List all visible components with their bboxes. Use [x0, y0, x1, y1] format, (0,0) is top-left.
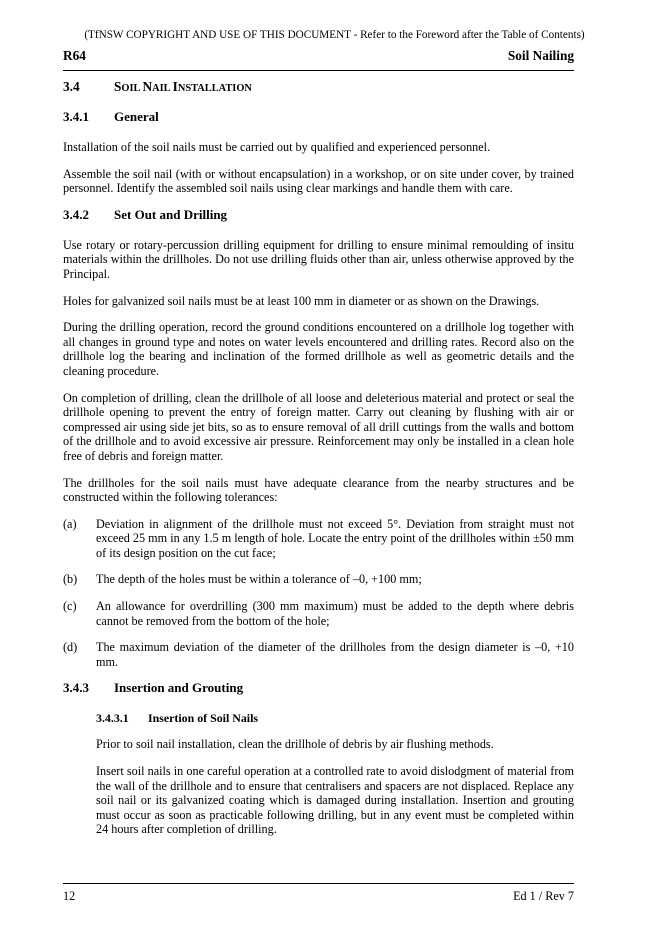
- subsection-heading-general: [63, 110, 574, 127]
- subsection-heading-insertion-grouting: [63, 681, 574, 698]
- document-title: Soil Nailing: [507, 48, 574, 63]
- list-item-label: (c): [63, 599, 77, 614]
- subsection-title: General: [114, 109, 159, 124]
- section-title: SOIL NAIL INSTALLATION: [114, 79, 252, 94]
- section-heading: [63, 80, 574, 97]
- clause-title: Insertion of Soil Nails: [148, 711, 258, 726]
- paragraph: On completion of drilling, clean the drillhole of all loose and deleterious material and protect or seal the drillhole opening to prevent the entry of foreign matter. Carry out cleaning by flushing with air or compressed air using side jet bits, so as to ensure removal of all drill cuttings from the walls and bottom of the drillhole and to avoid excessive air pressure. Reinforcement may only be installed in a clean hole free of debris and foreign matter.: [63, 390, 574, 463]
- list-item-text: The depth of the holes must be within a tolerance of –0, +100 mm;: [96, 572, 422, 587]
- paragraph: Use rotary or rotary-percussion drilling equipment for drilling to ensure minimal remoulding of insitu materials within the drillholes. Do not use drilling fluids other than air, unless otherwise approved by the Principal.: [63, 237, 574, 281]
- footer-divider: [63, 883, 574, 884]
- list-item: [63, 640, 574, 669]
- tolerance-list: [63, 517, 574, 670]
- paragraph: Holes for galvanized soil nails must be at least 100 mm in diameter or as shown on the Drawings.: [63, 293, 540, 308]
- page-number: 12: [63, 889, 76, 903]
- list-item-label: (b): [63, 572, 78, 587]
- subsection-heading-set-out-drilling: [63, 208, 574, 225]
- list-item-text: Deviation in alignment of the drillhole must not exceed 5°. Deviation from straight must not exceed 25 mm in any 1.5 m length of hole. Locate the entry point of the drillholes within ±50 mm of its design position on the cut face;: [96, 516, 574, 560]
- paragraph: The drillholes for the soil nails must have adequate clearance from the nearby structures and be constructed within the following tolerances:: [63, 475, 574, 505]
- list-item-text: The maximum deviation of the diameter of the drillholes from the design diameter is –0, +10 mm.: [96, 640, 574, 669]
- copyright-notice: (TfNSW COPYRIGHT AND USE OF THIS DOCUMENT - Refer to the Foreword after the Table of Contents): [84, 29, 585, 41]
- paragraph: During the drilling operation, record the ground conditions encountered on a drillhole log together with all changes in ground type and notes on water levels encountered and drilling rates. Record also on the drillhole log the bearing and inclination of the formed drillhole as well as geometric details and the cleaning procedure.: [63, 320, 574, 378]
- revision-label: Ed 1 / Rev 7: [513, 889, 574, 903]
- paragraph: Installation of the soil nails must be carried out by qualified and experienced personnel.: [63, 140, 491, 154]
- list-item: [63, 599, 574, 628]
- clause-number: 3.4.3.1: [96, 711, 129, 726]
- subsection-title: Insertion and Grouting: [114, 680, 244, 696]
- list-item: [63, 572, 574, 587]
- section-number: 3.4: [63, 79, 80, 94]
- list-item-label: (d): [63, 640, 78, 655]
- paragraph: Insert soil nails in one careful operation at a controlled rate to avoid dislodgment of material from the wall of the drillhole and to ensure that centralisers and spacers are not displaced. Replace any soil nail or its galvanized coating which is damaged during installation. Insertion and grouting must occur as soon as practicable following drilling, but in any event must be completed within 24 hours after completion of drilling.: [96, 764, 574, 837]
- subsection-number: 3.4.2: [63, 206, 89, 222]
- clause-heading-insertion: [96, 711, 574, 726]
- document-code: R64: [63, 48, 86, 63]
- page-body: [63, 80, 574, 849]
- subsection-title: Set Out and Drilling: [114, 206, 228, 222]
- list-item-text: An allowance for overdrilling (300 mm maximum) must be added to the depth where debris cannot be removed from the bottom of the hole;: [96, 599, 574, 628]
- paragraph: Prior to soil nail installation, clean the drillhole of debris by air flushing methods.: [96, 737, 494, 752]
- subsection-number: 3.4.3: [63, 680, 89, 696]
- header-divider: [63, 70, 574, 71]
- subsection-number: 3.4.1: [63, 109, 89, 124]
- list-item: [63, 517, 574, 561]
- list-item-label: (a): [63, 516, 77, 531]
- paragraph: Assemble the soil nail (with or without encapsulation) in a workshop, or on site under cover, by trained personnel. Identify the assembled soil nails using clear markings and handle them with care.: [63, 166, 574, 196]
